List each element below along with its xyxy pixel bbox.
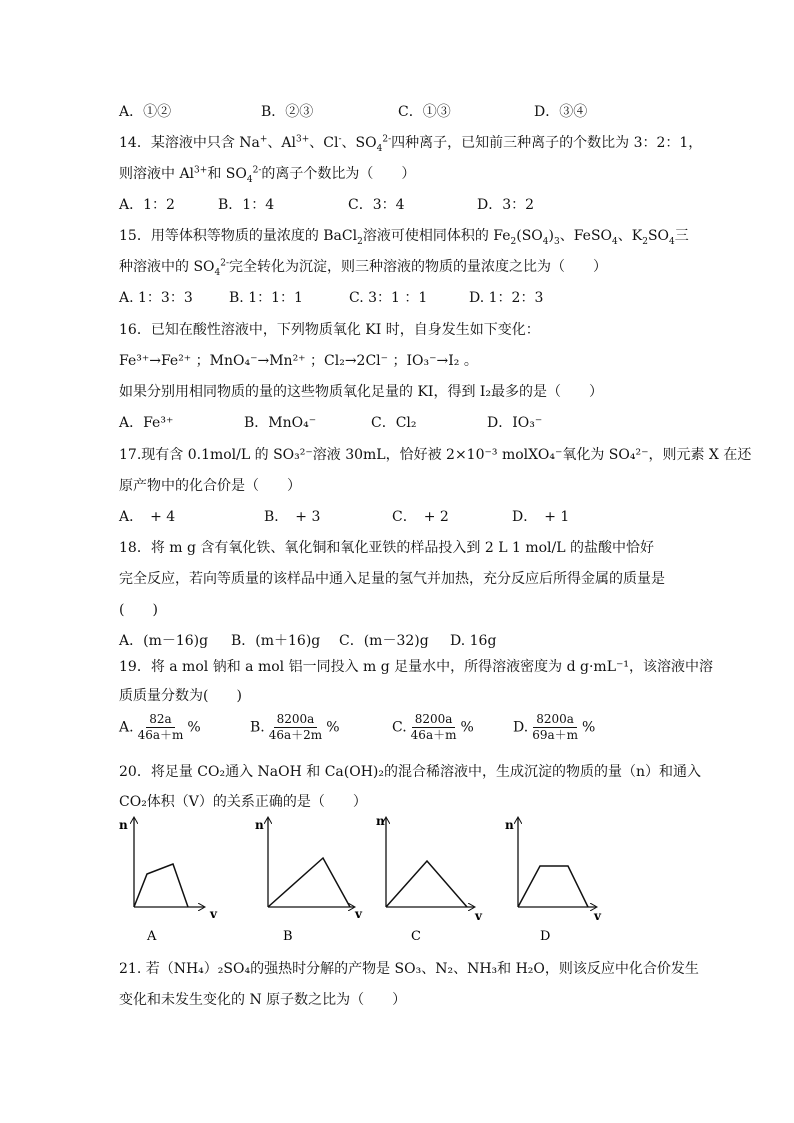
q13-option-d: D．③④ xyxy=(534,104,588,120)
q14-option-a: A．1：2 xyxy=(119,197,175,213)
q16-stem-line1: 16．已知在酸性溶液中，下列物质氧化 KI 时，自身发生如下变化： xyxy=(119,322,540,338)
q20-graph-a-x-label: v xyxy=(210,907,217,921)
q17-option-a: A． + 4 xyxy=(119,509,176,525)
q18-option-a: A．(m－16)g xyxy=(119,633,209,649)
q18-stem-line2: 完全反应，若向等质量的该样品中通入足量的氢气并加热，充分反应后所得金属的质量是 xyxy=(119,571,665,587)
q18-stem-line1: 18．将 m g 含有氧化铁、氧化铜和氧化亚铁的样品投入到 2 L 1 mol/L 的盐酸中恰好 xyxy=(119,540,654,556)
q19-option-b: B. $\frac{8200a}{46a+2m}$ % xyxy=(250,712,340,742)
q19-option-c: C. $\frac{8200a}{46a+m}$ % xyxy=(392,712,474,742)
q15-stem-line2: 种溶液中的 $SO_4^{2-}$完全转化为沉淀，则三种溶液的物质的量浓度之比为（ ） xyxy=(119,258,608,278)
q20-stem-line1: 20．将足量 CO₂通入 NaOH 和 Ca(OH)₂的混合稀溶液中，生成沉淀的物质的量（n）和通入 xyxy=(119,764,701,780)
q14-option-c: C．3：4 xyxy=(348,197,405,213)
q18-option-b: B．(m＋16)g xyxy=(231,633,321,649)
q16-stem-line3: 如果分别用相同物质的量的这些物质氧化足量的 KI，得到 I₂最多的是（ ） xyxy=(119,384,604,400)
q18-option-d: D. 16g xyxy=(450,633,497,649)
q18-stem-line3: ( ) xyxy=(119,602,158,618)
q20-graph-c-x-label: v xyxy=(475,909,482,923)
q20-graph-a-y-label: n xyxy=(119,818,128,832)
q14-option-b: B．1：4 xyxy=(218,197,275,213)
q15-option-b: B. 1：1：1 xyxy=(229,290,303,306)
q20-graph-b-x-label: v xyxy=(355,907,362,921)
q21-stem-line1: 21. 若（NH₄）₂SO₄的强热时分解的产物是 SO₃、N₂、NH₃和 H₂O，则该反应中化合价发生 xyxy=(119,961,699,977)
q16-option-a: A．Fe³⁺ xyxy=(119,415,174,431)
q14-stem-line2: 则溶液中 $Al^{3+}$和 $SO_4^{2-}$的离子个数比为（ ） xyxy=(119,165,416,185)
q20-graph-b xyxy=(255,818,363,944)
q20-graph-c-y-label: n xyxy=(376,814,385,828)
q20-graph-b-label: B xyxy=(283,929,293,944)
q14-stem-line1: 14．某溶液中只含 Na+、$Al^{3+}$、Cl-、$SO_4^{2-}$四种离子，已知前三种离子的个数比为 3：2：1， xyxy=(119,134,703,154)
q13-option-a: A．①② xyxy=(119,104,172,120)
q20-stem-line2: CO₂体积（V）的关系正确的是（ ） xyxy=(119,794,367,810)
q17-option-b: B． + 3 xyxy=(264,509,321,525)
q13-option-c: C．①③ xyxy=(398,104,451,120)
q20-graph-b-y-label: n xyxy=(255,818,264,832)
q15-stem-line1: 15．用等体积等物质的量浓度的 BaCl$_2$溶液可使相同体积的 $Fe_2(SO_4)_3$、FeSO$_4$、$K_2SO_4$三 xyxy=(119,228,689,247)
q19-option-a: A. $\frac{82a}{46a+m}$ % xyxy=(119,712,201,742)
q20-graph-a-label: A xyxy=(147,929,157,944)
q17-option-d: D． + 1 xyxy=(512,509,570,525)
q17-stem-line1: 17.现有含 0.1mol/L 的 SO₃²⁻溶液 30mL，恰好被 2×10⁻³ molXO₄⁻氧化为 SO₄²⁻，则元素 X 在还 xyxy=(119,447,752,463)
q21-stem-line2: 变化和未发生变化的 N 原子数之比为（ ） xyxy=(119,992,407,1008)
q20-graph-c-label: C xyxy=(411,929,421,944)
q19-stem-line2: 质质量分数为( ) xyxy=(119,688,242,704)
q16-option-b: B．MnO₄⁻ xyxy=(244,415,317,431)
q19-option-d: D. $\frac{8200a}{69a+m}$ % xyxy=(513,712,596,742)
q20-graph-c xyxy=(376,814,483,944)
q18-option-c: C．(m－32)g xyxy=(339,633,429,649)
q16-option-c: C．Cl₂ xyxy=(371,415,417,431)
q20-graph-a xyxy=(119,818,218,944)
q15-option-d: D. 1：2：3 xyxy=(469,290,544,306)
q14-option-d: D．3：2 xyxy=(477,197,535,213)
q13-option-b: B．②③ xyxy=(261,104,314,120)
q20-graph-d-y-label: n xyxy=(505,818,514,832)
q19-stem-line1: 19．将 a mol 钠和 a mol 铝一同投入 m g 足量水中，所得溶液密度为 d g·mL⁻¹，该溶液中溶 xyxy=(119,659,714,675)
q20-graph-d-label: D xyxy=(540,929,551,944)
q20-graphs xyxy=(0,810,794,950)
q15-option-a: A. 1：3：3 xyxy=(119,290,193,306)
q20-graph-d-x-label: v xyxy=(594,909,601,923)
q16-option-d: D．IO₃⁻ xyxy=(487,415,543,431)
q15-option-c: C. 3：1 ：1 xyxy=(349,290,428,306)
q17-option-c: C． + 2 xyxy=(392,509,449,525)
q20-graph-d xyxy=(505,818,602,944)
q16-stem-line2: Fe³⁺→Fe²⁺ ；MnO₄⁻→Mn²⁺ ；Cl₂→2Cl⁻ ；IO₃⁻→I₂ 。 xyxy=(119,353,478,369)
q17-stem-line2: 原产物中的化合价是（ ） xyxy=(119,478,301,494)
